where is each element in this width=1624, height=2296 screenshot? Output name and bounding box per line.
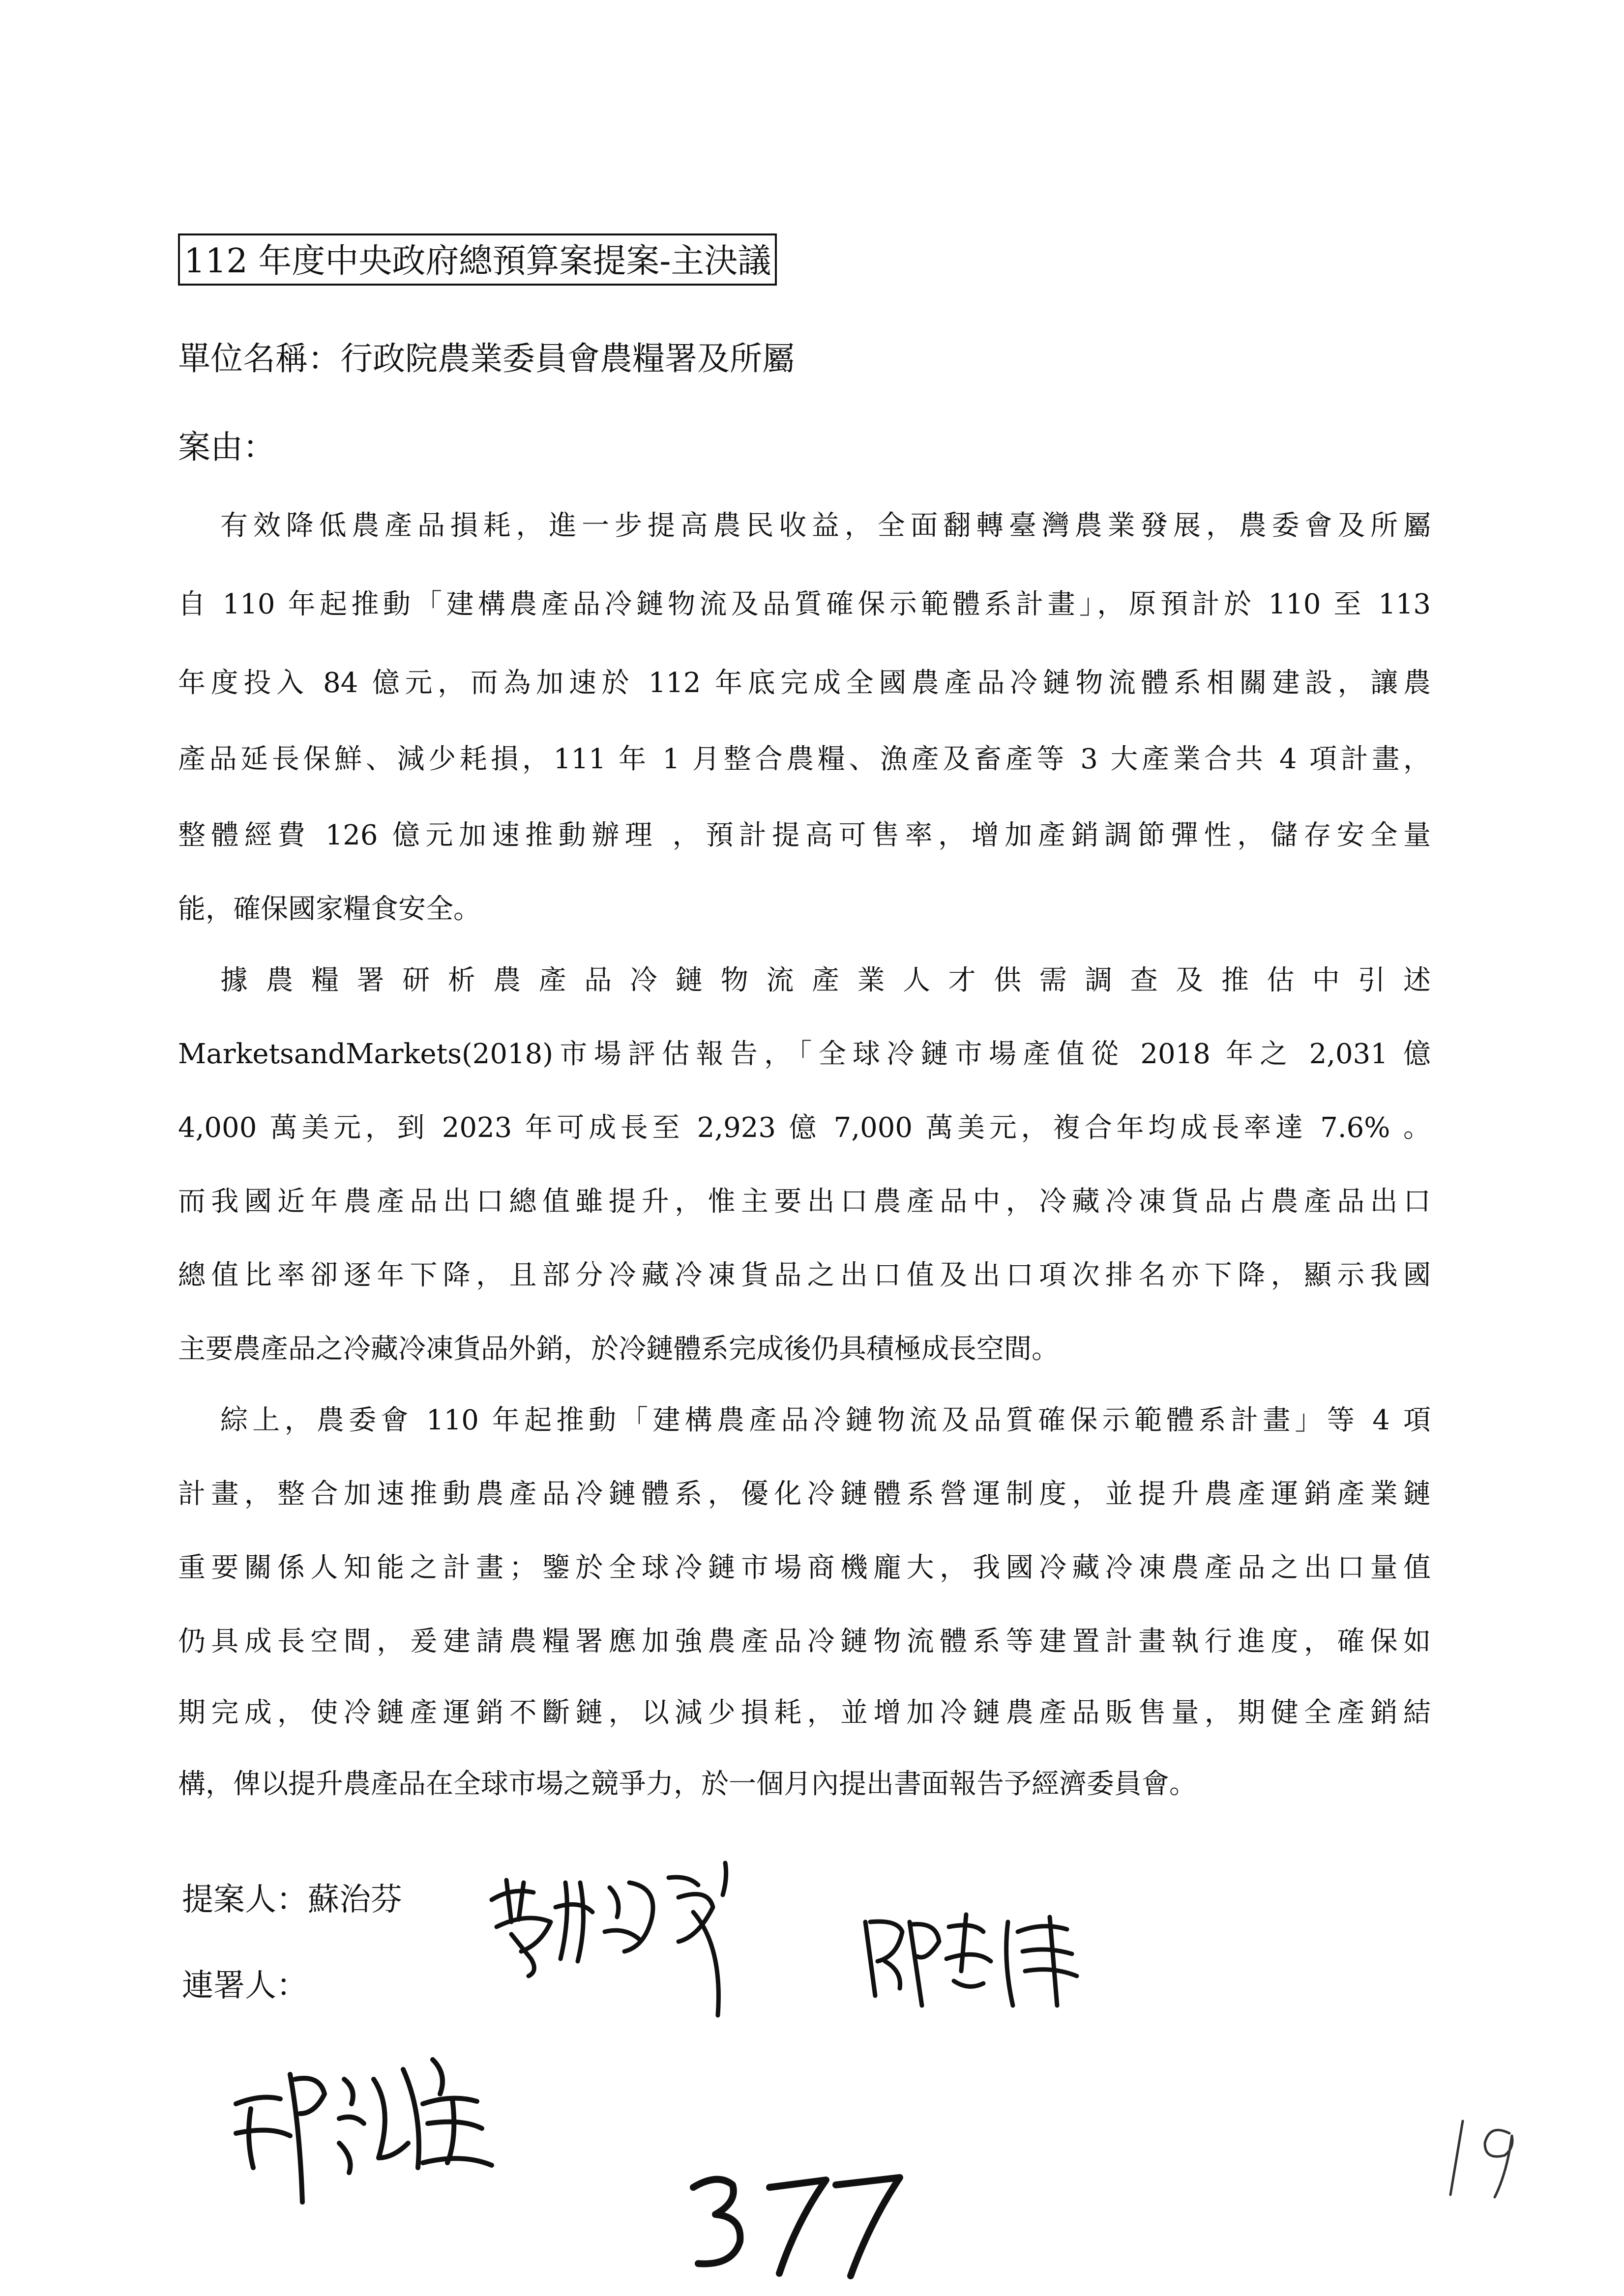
paragraph-line: 總值比率卻逐年下降，且部分冷藏冷凍貨品之出口值及出口項次排名亦下降，顯示我國: [178, 1259, 1431, 1291]
handwritten-page-number: [679, 2158, 915, 2281]
paragraph-line: 計畫，整合加速推動農產品冷鏈體系，優化冷鏈體系營運制度，並提升農產運銷產業鏈: [178, 1478, 1431, 1510]
reason-label: 案由：: [178, 428, 275, 466]
paragraph-line: 據農糧署研析農產品冷鏈物流產業人才供需調查及推估中引述: [220, 964, 1431, 996]
paragraph-line: 而我國近年農產品出口總值雖提升，惟主要出口農產品中，冷藏冷凍貨品占農產品出口: [178, 1186, 1431, 1218]
paragraph-line: 4,000 萬美元，到 2023 年可成長至 2,923 億 7,000 萬美元，複合年均成長率達 7.6% 。: [178, 1112, 1431, 1144]
signature-chiu-yi-ying: [216, 2040, 511, 2217]
paragraph-line: 有效降低農產品損耗，進一步提高農民收益，全面翻轉臺灣農業發展，農委會及所屬: [220, 510, 1431, 542]
paragraph-line: 重要關係人知能之計畫；鑒於全球冷鏈市場商機龐大，我國冷藏冷凍農產品之出口量值: [178, 1552, 1431, 1584]
paragraph-line: 構，俾以提升農產品在全球市場之競爭力，於一個月內提出書面報告予經濟委員會。: [178, 1768, 1197, 1800]
proposal-title: 112 年度中央政府總預算案提案-主決議: [178, 233, 777, 286]
paragraph-line: 年度投入 84 億元，而為加速於 112 年底完成全國農產品冷鏈物流體系相關建設，讓農: [178, 667, 1431, 699]
cosigner-label: 連署人：: [182, 1968, 308, 2004]
paragraph-line: 期完成，使冷鏈產運銷不斷鏈，以減少損耗，並增加冷鏈農產品販售量，期健全產銷結: [178, 1697, 1431, 1729]
paragraph-line: 主要農產品之冷藏冷凍貨品外銷，於冷鏈體系完成後仍具積極成長空間。: [178, 1333, 1059, 1365]
paragraph-line: 能，確保國家糧食安全。: [178, 893, 481, 925]
paragraph-line: 綜上，農委會 110 年起推動「建構農產品冷鏈物流及品質確保示範體系計畫」等 4 項: [220, 1404, 1431, 1436]
signature-su-chih-fen: [482, 1853, 757, 2030]
proposer-label: 提案人：蘇治芬: [182, 1882, 402, 1918]
signature-chiu-chih-wei: [856, 1902, 1087, 2010]
unit-name: 單位名稱：行政院農業委員會農糧署及所屬: [178, 340, 795, 378]
paragraph-line: 自 110 年起推動「建構農產品冷鏈物流及品質確保示範體系計畫」，原預計於 110 至 113: [178, 588, 1431, 620]
paragraph-line: 整體經費 126 億元加速推動辦理 ，預計提高可售率，增加產銷調節彈性，儲存安全量: [178, 819, 1431, 851]
paragraph-line: 產品延長保鮮、減少耗損，111 年 1 月整合農糧、漁產及畜產等 3 大產業合共 4 項計畫，: [178, 743, 1431, 775]
paragraph-line: 仍具成長空間，爰建請農糧署應加強農產品冷鏈物流體系等建置計畫執行進度，確保如: [178, 1626, 1431, 1657]
handwritten-sheet-number: [1436, 2109, 1534, 2202]
paragraph-line: MarketsandMarkets(2018)市場評估報告，「全球冷鏈市場產值從 2018 年之 2,031 億: [178, 1038, 1431, 1070]
